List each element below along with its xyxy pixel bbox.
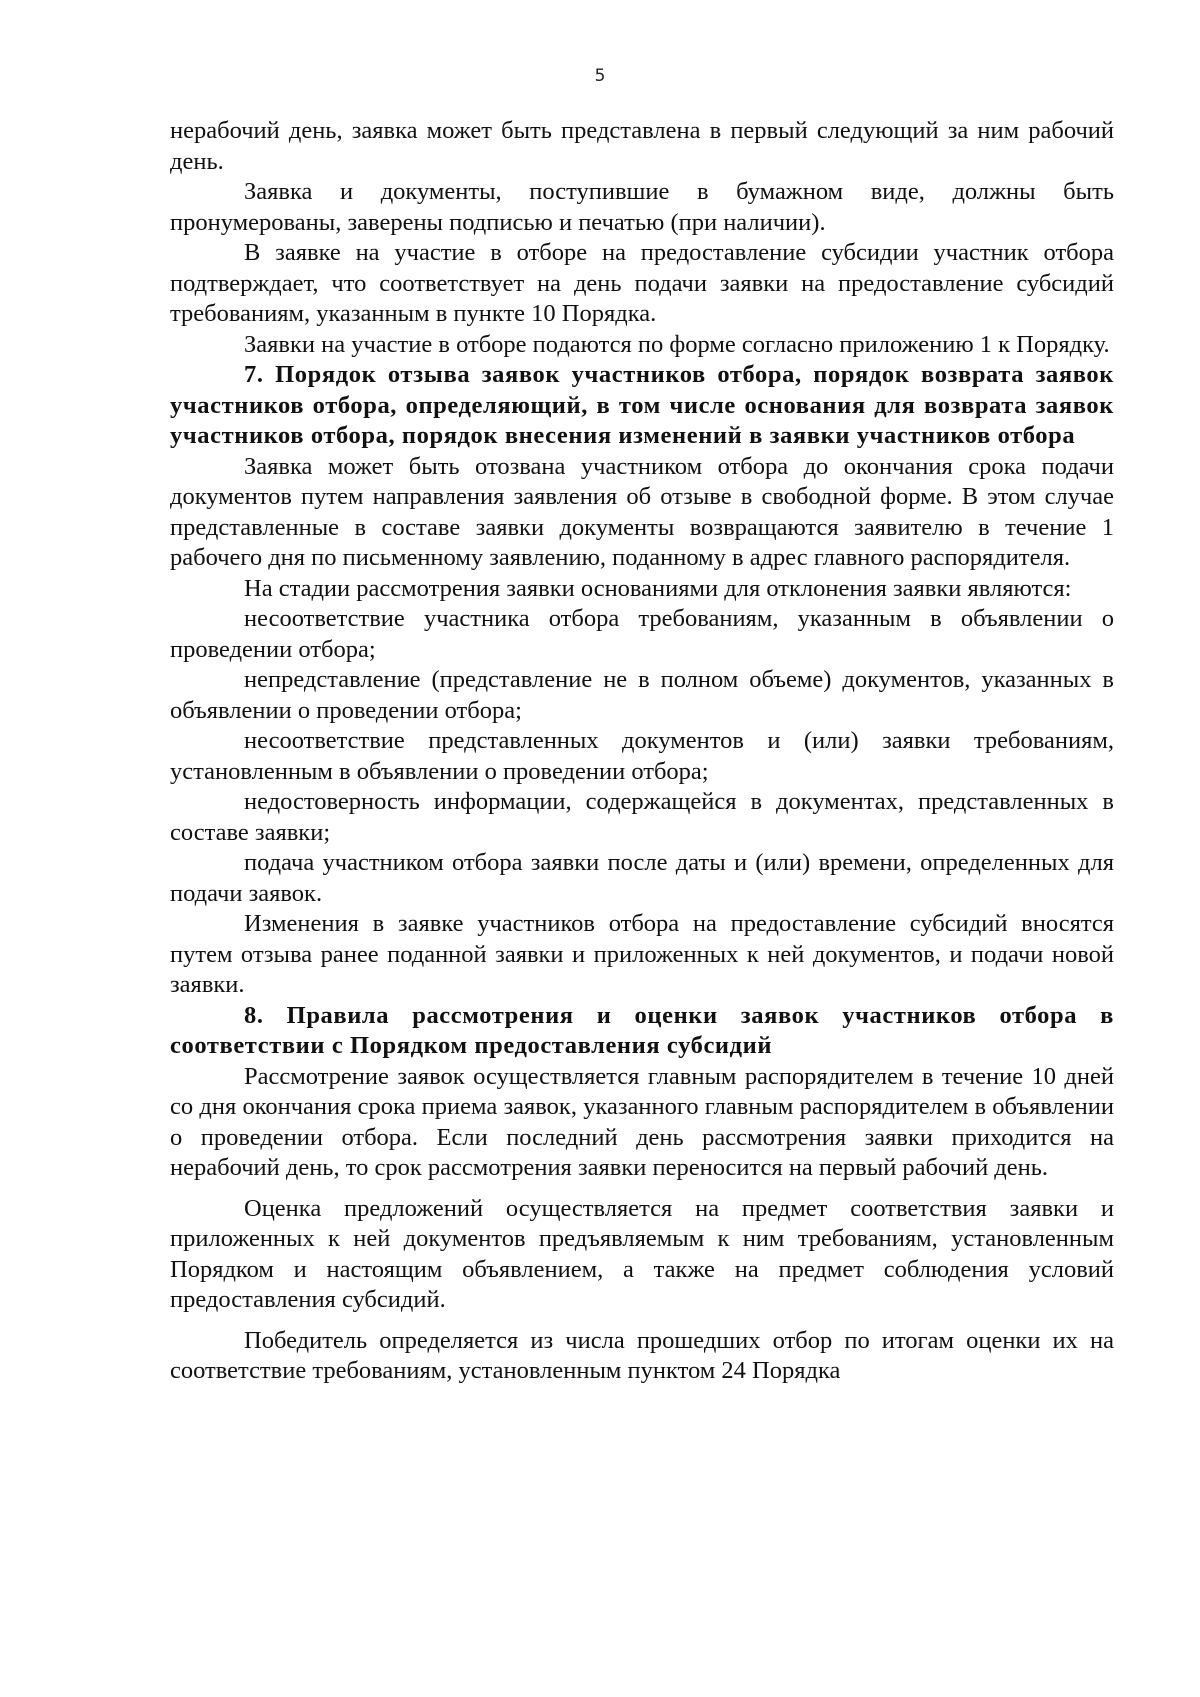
page-number: 5 (594, 66, 606, 86)
paragraph: Заявки на участие в отборе подаются по форме согласно приложению 1 к Порядку. (244, 330, 1110, 358)
list-item: подача участником отбора заявки после даты и (или) времени, определенных для подачи заявок. (170, 849, 1114, 907)
paragraph: Заявка и документы, поступившие в бумажном виде, должны быть пронумерованы, заверены подписью и печатью (при наличии). (170, 178, 1114, 236)
paragraph: нерабочий день, заявка может быть представлена в первый следующий за ним рабочий день. (170, 117, 1114, 175)
list-item: недостоверность информации, содержащейся в документах, представленных в составе заявки; (170, 788, 1114, 846)
paragraph: Победитель определяется из числа прошедших отбор по итогам оценки их на соответствие требованиям, установленным пунктом 24 Порядка (170, 1326, 1114, 1384)
paragraph: В заявке на участие в отборе на предоставление субсидии участник отбора подтверждает, что соответствует на день подачи заявки на предоставление субсидий требованиям, указанным в пункте 10 Порядка. (170, 239, 1114, 327)
document-body (170, 116, 1114, 1387)
list-item: несоответствие представленных документов и (или) заявки требованиям, установленным в объявлении о проведении отбора; (170, 727, 1114, 785)
list-item: непредставление (представление не в полном объеме) документов, указанных в объявлении о проведении отбора; (170, 666, 1114, 724)
paragraph: На стадии рассмотрения заявки основаниями для отклонения заявки являются: (244, 574, 1072, 602)
paragraph: Изменения в заявке участников отбора на предоставление субсидий вносятся путем отзыва ранее поданной заявки и приложенных к ней документов, и подачи новой заявки. (170, 910, 1114, 998)
paragraph: Рассмотрение заявок осуществляется главным распорядителем в течение 10 дней со дня окончания срока приема заявок, указанного главным распорядителем в объявлении о проведении отбора. Если последний день рассмотрения заявки приходится на нерабочий день, то срок рассмотрения заявки переносится на первый рабочий день. (170, 1062, 1114, 1181)
paragraph: Оценка предложений осуществляется на предмет соответствия заявки и приложенных к ней документов предъявляемым к ним требованиям, установленным Порядком и настоящим объявлением, а также на предмет соблюдения условий предоставления субсидий. (170, 1194, 1114, 1313)
section-heading: 7. Порядок отзыва заявок участников отбора, порядок возврата заявок участников отбора, определяющий, в том числе основания для возврата заявок участников отбора, порядок внесения изменений в заявки участников отбора (170, 361, 1114, 449)
paragraph: Заявка может быть отозвана участником отбора до окончания срока подачи документов путем направления заявления об отзыве в свободной форме. В этом случае представленные в составе заявки документы возвращаются заявителю в течение 1 рабочего дня по письменному заявлению, поданному в адрес главного распорядителя. (170, 452, 1114, 571)
section-heading: 8. Правила рассмотрения и оценки заявок участников отбора в соответствии с Порядком предоставления субсидий (170, 1001, 1114, 1059)
list-item: несоответствие участника отбора требованиям, указанным в объявлении о проведении отбора; (170, 605, 1114, 663)
